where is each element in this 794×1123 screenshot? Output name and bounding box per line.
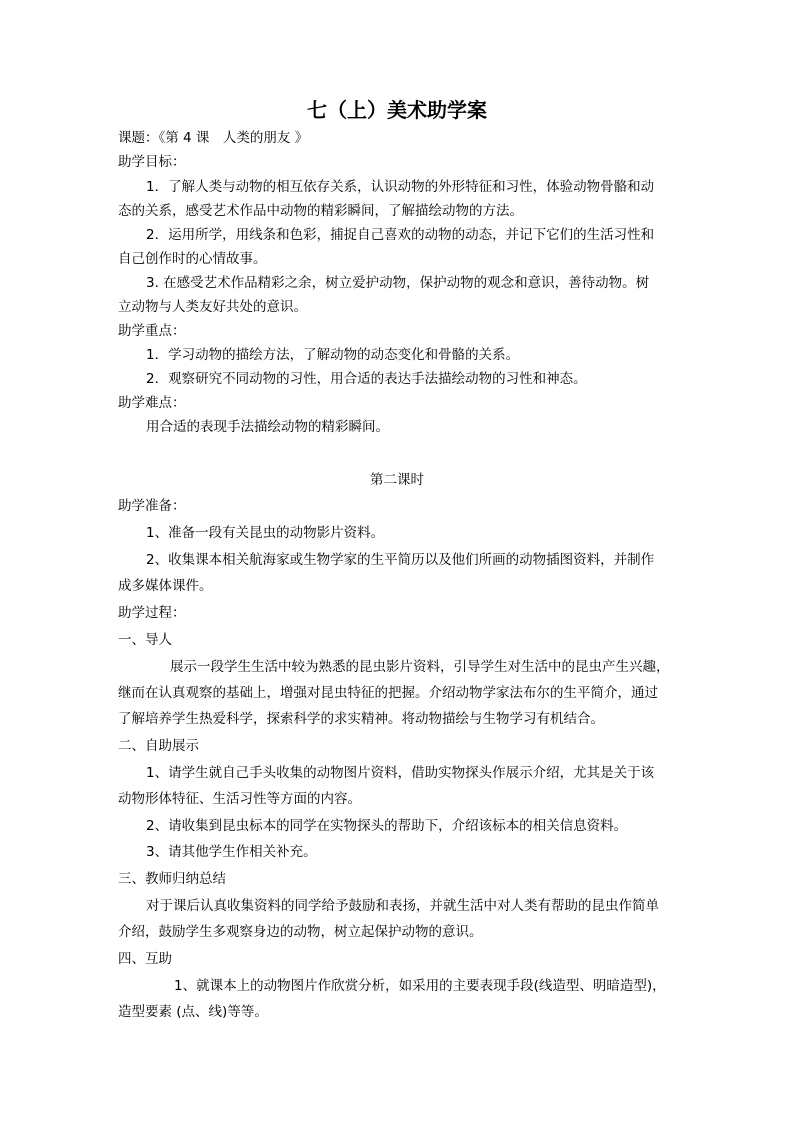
key-point-1: 1．学习动物的描绘方法，了解动物的动态变化和骨骼的关系。 bbox=[146, 347, 520, 363]
goals-heading: 助学目标： bbox=[118, 154, 186, 170]
section-2-item-1-line-1: 1、请学生就自己手头收集的动物图片资料，借助实物探头作展示介绍，尤其是关于该 bbox=[146, 765, 655, 781]
section-4-heading: 四、互助 bbox=[118, 951, 172, 967]
section-4-line-1: 1、就课本上的动物图片作欣赏分析，如采用的主要表现手段(线造型、明暗造型)， bbox=[174, 978, 666, 994]
goal-2-line-2: 自己创作时的心情故事。 bbox=[118, 251, 267, 267]
section-3-line-1: 对于课后认真收集资料的同学给予鼓励和表扬，并就生活中对人类有帮助的昆虫作简单 bbox=[146, 898, 659, 914]
goal-2-line-1: 2．运用所学，用线条和色彩，捕捉自己喜欢的动物的动态，并记下它们的生活习性和 bbox=[146, 227, 655, 243]
section-1-line-1: 展示一段学生生活中较为熟悉的昆虫影片资料，引导学生对生活中的昆虫产生兴趣， bbox=[170, 659, 670, 675]
section-3-line-2: 介绍，鼓励学生多观察身边的动物，树立起保护动物的意识。 bbox=[118, 924, 483, 940]
page-title: 七（上）美术助学案 bbox=[307, 98, 487, 122]
section-2-item-1-line-2: 动物形体特征、生活习性等方面的内容。 bbox=[118, 791, 361, 807]
difficulty-heading: 助学难点： bbox=[118, 395, 186, 411]
prep-heading: 助学准备： bbox=[118, 498, 186, 514]
goal-3-line-1: 3. 在感受艺术作品精彩之余，树立爱护动物，保护动物的观念和意识，善待动物。树 bbox=[146, 275, 650, 291]
prep-item-2-line-2: 成多媒体课件。 bbox=[118, 578, 213, 594]
goal-1-line-1: 1．了解人类与动物的相互依存关系，认识动物的外形特征和习性，体验动物骨骼和动 bbox=[146, 179, 655, 195]
key-points-heading: 助学重点： bbox=[118, 323, 186, 339]
section-2-item-2: 2、请收集到昆虫标本的同学在实物探头的帮助下，介绍该标本的相关信息资料。 bbox=[146, 818, 628, 834]
session-label: 第二课时 bbox=[370, 472, 424, 488]
key-point-2: 2．观察研究不同动物的习性，用合适的表达手法描绘动物的习性和神态。 bbox=[146, 371, 587, 387]
section-1-line-3: 了解培养学生热爱科学，探索科学的求实精神。将动物描绘与生物学习有机结合。 bbox=[118, 711, 604, 727]
goal-3-line-2: 立动物与人类友好共处的意识。 bbox=[118, 299, 307, 315]
section-1-heading: 一、导人 bbox=[118, 632, 172, 648]
lesson-topic: 课题：《第 4 课 人类的朋友 》 bbox=[118, 130, 309, 146]
section-2-heading: 二、自助展示 bbox=[118, 738, 199, 754]
section-1-line-2: 继而在认真观察的基础上，增强对昆虫特征的把握。介绍动物学家法布尔的生平简介，通过 bbox=[118, 685, 658, 701]
goal-1-line-2: 态的关系，感受艺术作品中动物的精彩瞬间，了解描绘动物的方法。 bbox=[118, 203, 523, 219]
process-heading: 助学过程： bbox=[118, 605, 186, 621]
difficulty-item: 用合适的表现手法描绘动物的精彩瞬间。 bbox=[146, 419, 389, 435]
prep-item-1: 1、准备一段有关昆虫的动物影片资料。 bbox=[146, 525, 385, 541]
section-2-item-3: 3、请其他学生作相关补充。 bbox=[146, 844, 317, 860]
section-4-line-2: 造型要素 (点、线)等等。 bbox=[118, 1004, 268, 1020]
section-3-heading: 三、教师归纳总结 bbox=[118, 871, 226, 887]
prep-item-2-line-1: 2、收集课本相关航海家或生物学家的生平简历以及他们所画的动物插图资料，并制作 bbox=[146, 552, 655, 568]
